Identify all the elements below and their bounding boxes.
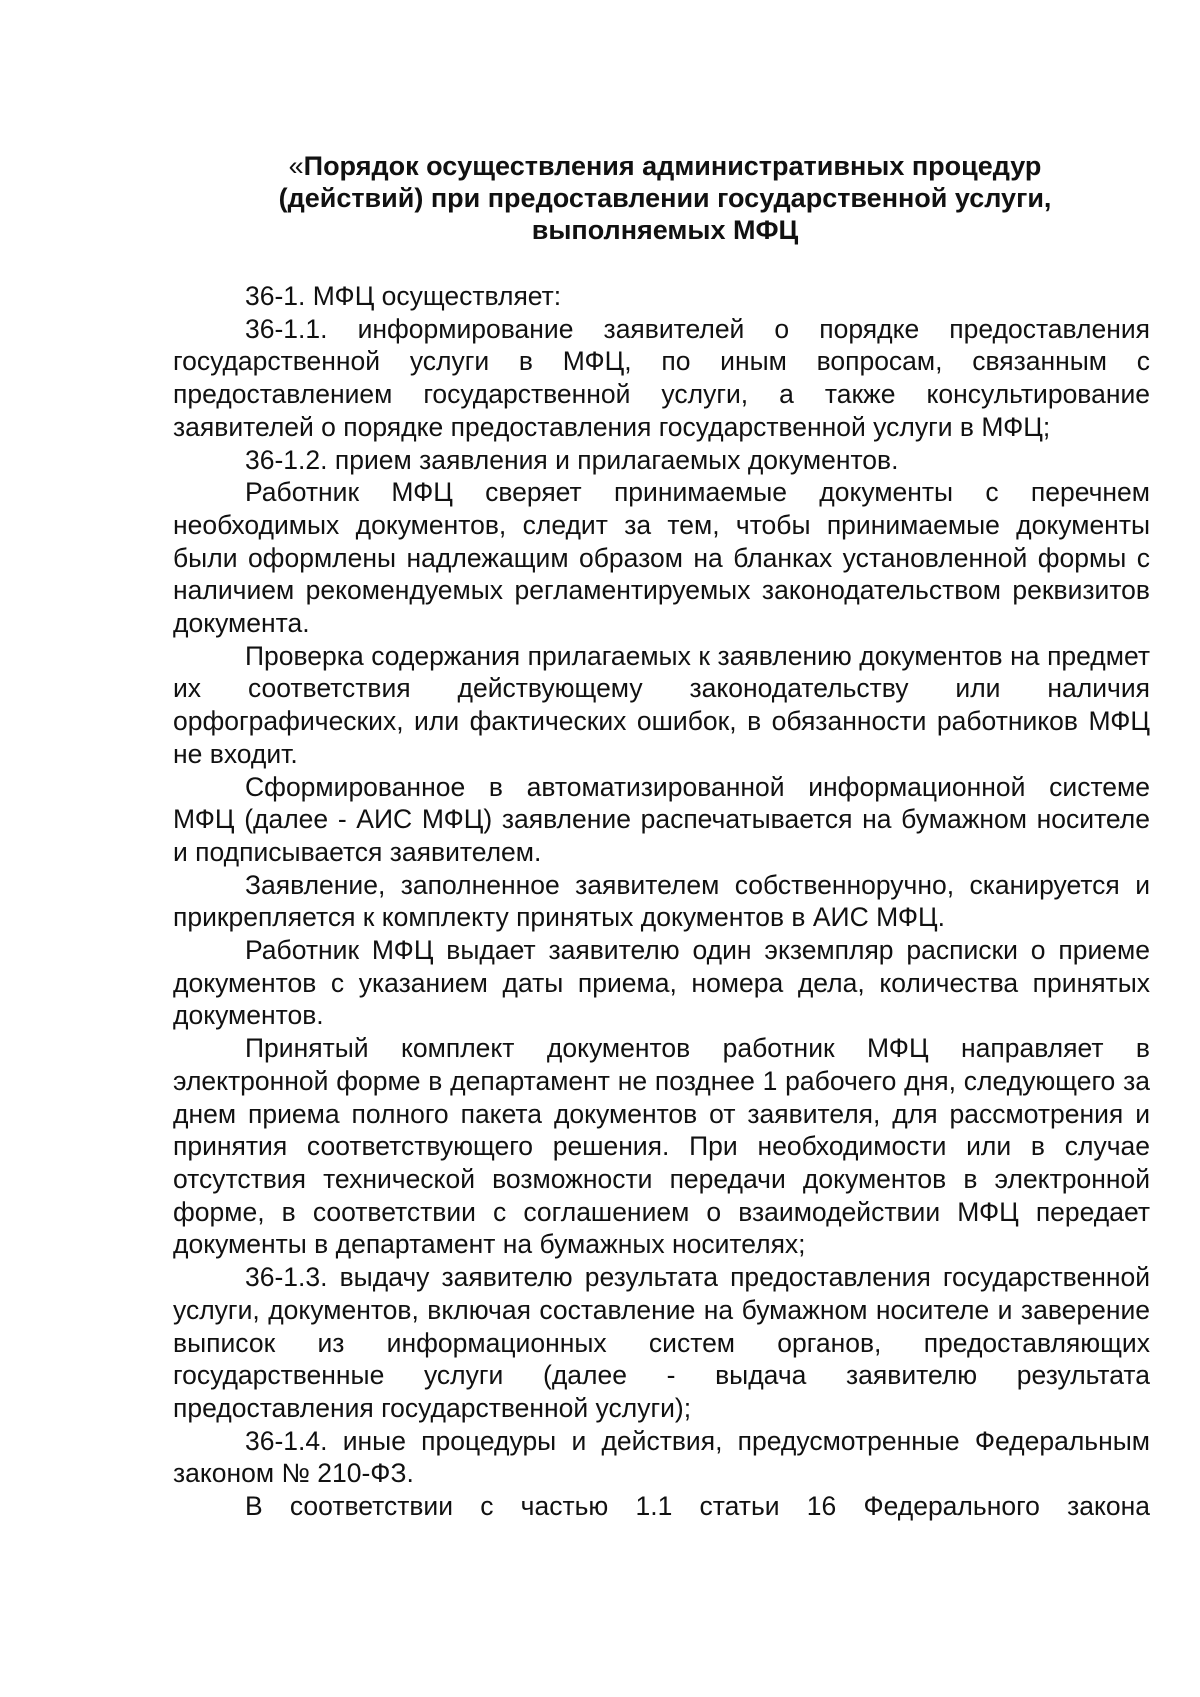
document-body <box>173 280 1150 1523</box>
title-text: Порядок осуществления административных процедур (действий) при предоставлении государственной услуги, выполняемых МФЦ <box>278 151 1052 245</box>
paragraph-receipt: Работник МФЦ выдает заявителю один экземпляр расписки о приеме документов с указанием даты приема, номера дела, количества принятых документов. <box>173 935 1150 1031</box>
paragraph-federal-law: В соответствии с частью 1.1 статьи 16 Федерального закона <box>245 1491 1150 1522</box>
paragraph-36-1-4: 36-1.4. иные процедуры и действия, предусмотренные Федеральным законом № 210-ФЗ. <box>173 1425 1150 1489</box>
document-title <box>230 150 1100 246</box>
paragraph-handwritten-application: Заявление, заполненное заявителем собственноручно, сканируется и прикрепляется к комплекту принятых документов в АИС МФЦ. <box>173 869 1150 933</box>
paragraph-document-check: Работник МФЦ сверяет принимаемые документы с перечнем необходимых документов, следит за тем, чтобы принимаемые документы были оформлены надлежащим образом на бланках установленной формы с наличием рекомендуемых регламентируемых законодательством реквизитов документа. <box>173 477 1150 639</box>
paragraph-transfer: Принятый комплект документов работник МФЦ направляет в электронной форме в департамент не позднее 1 рабочего дня, следующего за днем приема полного пакета документов от заявителя, для рассмотрения и принятия соответствующего решения. При необходимости или в случае отсутствия технической возможности передачи документов в электронной форме, в соответствии с соглашением о взаимодействии МФЦ передает документы в департамент на бумажных носителях; <box>173 1033 1150 1260</box>
title-open-quote: « <box>288 151 304 181</box>
paragraph-36-1: 36-1. МФЦ осуществляет: <box>245 281 562 311</box>
paragraph-content-check: Проверка содержания прилагаемых к заявлению документов на предмет их соответствия действующему законодательству или наличия орфографических, или фактических ошибок, в обязанности работников МФЦ не входит. <box>173 640 1150 769</box>
paragraph-36-1-2: 36-1.2. прием заявления и прилагаемых документов. <box>245 444 899 475</box>
paragraph-36-1-1: 36-1.1. информирование заявителей о порядке предоставления государственной услуги в МФЦ, по иным вопросам, связанным с предоставлением государственной услуги, а также консультирование заявителей о порядке предоставления государственной услуги в МФЦ; <box>173 313 1150 442</box>
paragraph-ais-application: Сформированное в автоматизированной информационной системе МФЦ (далее - АИС МФЦ) заявление распечатывается на бумажном носителе и подписывается заявителем. <box>173 771 1150 867</box>
paragraph-36-1-3: 36-1.3. выдачу заявителю результата предоставления государственной услуги, документов, включая составление на бумажном носителе и заверение выписок из информационных систем органов, предоставляющих государственные услуги (далее - выдача заявителю результата предоставления государственной услуги); <box>173 1262 1150 1423</box>
